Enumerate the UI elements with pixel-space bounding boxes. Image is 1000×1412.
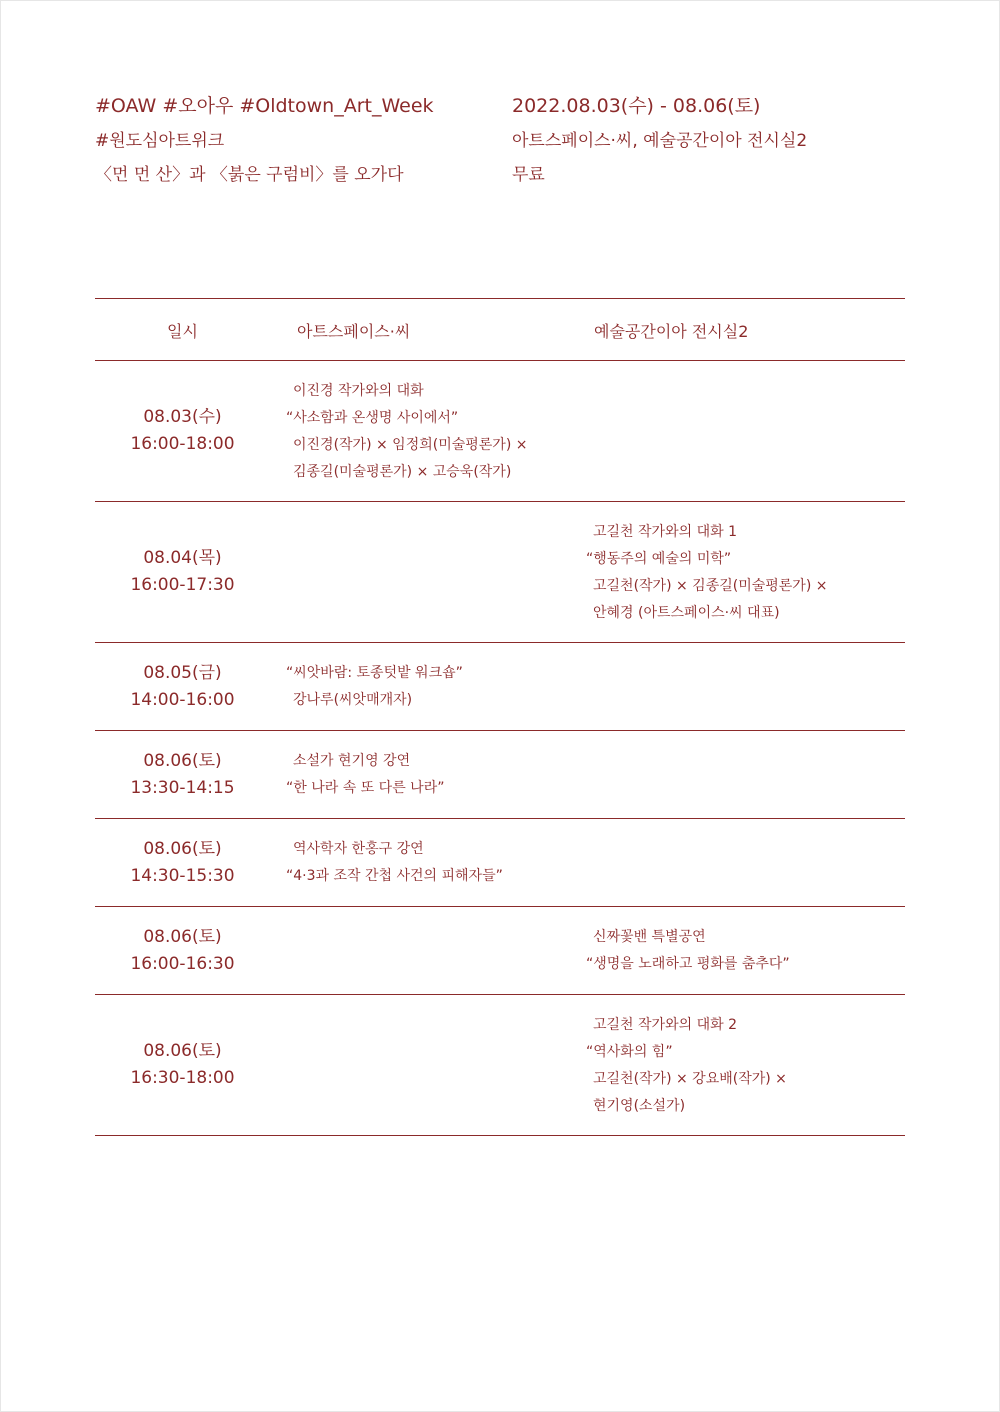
table-top-rule: [95, 298, 905, 299]
column-header-venue1: 아트스페이스·씨: [297, 322, 411, 341]
row-date: 08.04(목): [143, 548, 222, 568]
row-datetime: [95, 836, 270, 890]
row-time: 14:00-16:00: [130, 690, 235, 710]
row-date: 08.06(토): [143, 1041, 222, 1061]
column-header-date: 일시: [167, 322, 198, 341]
event-title: 고길천 작가와의 대화 1: [593, 524, 737, 540]
event-participants: 고길천(작가) × 김종길(미술평론가) ×: [593, 578, 828, 594]
row-datetime: [95, 404, 270, 458]
row-time: 14:30-15:30: [130, 866, 235, 886]
event-venue2: [586, 1012, 787, 1120]
column-header-venue2: 예술공간이아 전시실2: [594, 322, 749, 341]
table-bottom-rule: [95, 1135, 905, 1136]
event-subtitle: “역사화의 힘”: [586, 1044, 673, 1060]
table-row: [95, 907, 905, 994]
hashtags-line: #OAW #오아우 #Oldtown_Art_Week: [95, 95, 434, 117]
event-title: 신짜꽃밴 특별공연: [593, 929, 706, 945]
event-venue1: [286, 660, 463, 714]
table-row: [95, 502, 905, 642]
event-participants: 현기영(소설가): [593, 1098, 686, 1114]
event-venue1: [286, 378, 527, 486]
row-time: 13:30-14:15: [130, 778, 235, 798]
row-date: 08.05(금): [143, 663, 222, 683]
row-datetime: [95, 545, 270, 599]
row-datetime: [95, 748, 270, 802]
table-row: [95, 361, 905, 501]
row-datetime: [95, 660, 270, 714]
event-venue1: [286, 748, 444, 802]
event-subtitle: “행동주의 예술의 미학”: [586, 551, 732, 567]
event-participants: 김종길(미술평론가) × 고승욱(작가): [293, 464, 512, 480]
row-datetime: [95, 1038, 270, 1092]
event-fee: 무료: [512, 165, 545, 185]
table-row: [95, 731, 905, 818]
event-participants: 안혜경 (아트스페이스·씨 대표): [593, 605, 780, 621]
row-date: 08.06(토): [143, 751, 222, 771]
event-venue2: [586, 924, 790, 978]
row-time: 16:00-17:30: [130, 575, 235, 595]
hashtag-korean: #원도심아트위크: [95, 131, 225, 151]
event-title: 소설가 현기영 강연: [293, 753, 411, 769]
event-subtitle: “한 나라 속 또 다른 나라”: [286, 780, 445, 796]
event-title: “씨앗바람: 토종텃밭 워크숍”: [286, 665, 463, 681]
event-title: 고길천 작가와의 대화 2: [593, 1017, 737, 1033]
event-venue1: [286, 836, 503, 890]
event-participants: 이진경(작가) × 임정희(미술평론가) ×: [293, 437, 528, 453]
event-subtitle: “사소함과 온생명 사이에서”: [286, 410, 459, 426]
row-date: 08.06(토): [143, 927, 222, 947]
event-subtitle: “4·3과 조작 간첩 사건의 피해자들”: [286, 868, 503, 884]
row-time: 16:30-18:00: [130, 1068, 235, 1088]
event-venue2: [586, 519, 827, 627]
table-row: [95, 995, 905, 1135]
row-time: 16:00-18:00: [130, 434, 235, 454]
table-row: [95, 643, 905, 730]
event-participants: 고길천(작가) × 강요배(작가) ×: [593, 1071, 787, 1087]
event-dates: 2022.08.03(수) - 08.06(토): [512, 95, 761, 117]
row-date: 08.03(수): [143, 407, 222, 427]
event-subtitle: “생명을 노래하고 평화를 춤추다”: [586, 956, 790, 972]
table-row: [95, 819, 905, 906]
row-time: 16:00-16:30: [130, 954, 235, 974]
event-title: 역사학자 한홍구 강연: [293, 841, 424, 857]
event-title: 이진경 작가와의 대화: [293, 383, 424, 399]
exhibition-title: 〈먼 먼 산〉과 〈붉은 구럼비〉를 오가다: [95, 165, 404, 185]
row-date: 08.06(토): [143, 839, 222, 859]
row-datetime: [95, 924, 270, 978]
event-participants: 강나루(씨앗매개자): [293, 692, 413, 708]
event-venues: 아트스페이스·씨, 예술공간이아 전시실2: [512, 131, 808, 151]
